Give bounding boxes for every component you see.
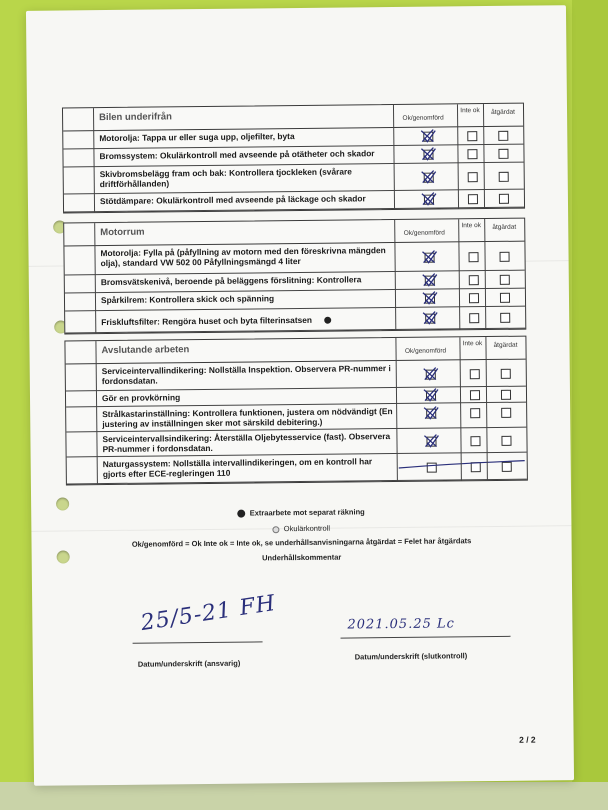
inte-ok-checkbox[interactable] [467, 149, 477, 159]
checklist-row [65, 307, 525, 334]
row-text: Strålkastarinställning: Kontrollera funktionen, justera om nödvändigt (En justering av inställningen sker mot särskild debitering.) [102, 406, 393, 430]
signature-label-right: Datum/underskrift (slutkontroll) [354, 651, 468, 662]
inte-ok-checkbox[interactable] [468, 172, 478, 182]
row-text: Bromssystem: Okulärkontroll med avseende på otätheter och skador [99, 148, 375, 162]
section-motorrum [63, 218, 526, 335]
inte-ok-checkbox[interactable] [469, 275, 479, 285]
checklist-row [67, 453, 527, 485]
signature-line-right [341, 636, 511, 639]
atgardat-checkbox[interactable] [501, 436, 511, 446]
row-text: Naturgassystem: Nollställa intervallindikeringen, om en kontroll har gjorts efter ECE-regleringen 110 [102, 456, 373, 480]
column-header-ok: Ok/genomförd [402, 114, 444, 122]
row-text: Spårkilrem: Kontrollera skick och spänning [100, 293, 275, 306]
background-bottom [0, 782, 608, 810]
check-mark-icon [418, 128, 438, 144]
check-mark-icon [421, 433, 441, 449]
legend-comment: Underhållskommentar [262, 552, 342, 563]
row-text: Serviceintervallindikering: Nollställa Inspektion. Observera PR-nummer i fordonsdatan. [101, 363, 391, 387]
section-title: Bilen underifrån [99, 111, 172, 124]
legend-okular [31, 521, 571, 536]
column-header-inte-ok: Inte ok [461, 222, 482, 230]
page-number: 2 / 2 [519, 734, 536, 745]
atgardat-checkbox[interactable] [501, 408, 511, 418]
signature-label-left: Datum/underskrift (ansvarig) [137, 658, 241, 669]
check-mark-icon [421, 405, 441, 421]
inte-ok-checkbox[interactable] [469, 313, 479, 323]
atgardat-checkbox[interactable] [499, 172, 509, 182]
column-header-ok: Ok/genomförd [404, 347, 447, 355]
check-mark-icon [420, 290, 440, 306]
paper-sheet [26, 5, 574, 786]
column-header-inte-ok: Inte ok [462, 340, 483, 348]
row-label: Friskluftsfilter: Rengöra huset och byta filterinsatsen [101, 314, 313, 328]
legend-extra-text: Extraarbete mot separat räkning [249, 507, 365, 518]
atgardat-checkbox[interactable] [498, 131, 508, 141]
legend-okular-text: Okulärkontroll [283, 523, 331, 534]
section-title: Motorrum [100, 226, 145, 239]
check-mark-icon [420, 310, 440, 326]
section-avslutande-arbeten [64, 336, 527, 486]
handwritten-signature-left: 25/5-21 FH [139, 590, 278, 637]
atgardat-checkbox[interactable] [500, 293, 510, 303]
inte-ok-checkbox[interactable] [470, 408, 480, 418]
check-mark-icon [418, 146, 438, 162]
atgardat-checkbox[interactable] [500, 275, 510, 285]
row-text: Serviceintervallsindikering: Återställa Oljebytesservice (fast). Observera PR-nummer i fordonsdatan. [102, 431, 391, 455]
row-text: Bromsvätskenivå, beroende på beläggens förslitning: Kontrollera [100, 274, 362, 288]
handwritten-signature-right: 2021.05.25 Lc [347, 616, 455, 633]
column-header-atgardat: åtgärdat [491, 108, 516, 116]
legend-extra [31, 505, 571, 520]
inte-ok-checkbox[interactable] [468, 194, 478, 204]
section-title: Avslutande arbeten [101, 344, 190, 357]
inte-ok-checkbox[interactable] [467, 131, 477, 141]
inte-ok-checkbox[interactable] [469, 293, 479, 303]
inte-ok-checkbox[interactable] [470, 369, 480, 379]
extra-work-dot-icon [238, 510, 246, 518]
visual-check-dot-icon [273, 526, 280, 533]
row-text: Motorolja: Tappa ur eller suga upp, oljefilter, byta [99, 131, 295, 144]
check-mark-icon [421, 366, 441, 382]
column-header-ok: Ok/genomförd [403, 229, 445, 237]
signature-line-left [133, 641, 263, 643]
atgardat-checkbox[interactable] [500, 313, 510, 323]
background-right [572, 0, 608, 782]
checklist-row [64, 190, 524, 213]
inte-ok-checkbox[interactable] [470, 436, 480, 446]
check-mark-icon [421, 387, 441, 403]
row-text [101, 314, 393, 327]
atgardat-checkbox[interactable] [500, 252, 510, 262]
section-bilen-underifran [62, 103, 525, 214]
check-mark-icon [419, 249, 439, 265]
column-header-atgardat: åtgärdat [493, 341, 518, 349]
legend-explanation: Ok/genomförd = Ok Inte ok = Inte ok, se underhållsanvisningarna åtgärdat = Felet har åtgärdats [131, 536, 472, 549]
row-text: Motorolja: Fylla på (påfyllning av motorn med den föreskrivna mängden olja), standard VW 502 00 Påfyllningsmängd 4 liter [100, 245, 386, 269]
atgardat-checkbox[interactable] [498, 149, 508, 159]
extra-work-dot-icon [324, 317, 331, 324]
check-mark-icon [419, 191, 439, 207]
column-header-atgardat: åtgärdat [492, 223, 517, 231]
row-text: Gör en provkörning [101, 392, 181, 404]
check-mark-icon [419, 169, 439, 185]
inte-ok-checkbox[interactable] [469, 252, 479, 262]
check-mark-icon [420, 272, 440, 288]
punch-hole [56, 497, 69, 510]
row-text: Skivbromsbelägg fram och bak: Kontrollera tjockleken (svårare driftförhållanden) [99, 166, 352, 190]
column-header-inte-ok: Inte ok [460, 107, 480, 115]
atgardat-checkbox[interactable] [501, 390, 511, 400]
atgardat-checkbox[interactable] [501, 369, 511, 379]
inte-ok-checkbox[interactable] [470, 390, 480, 400]
atgardat-checkbox[interactable] [499, 194, 509, 204]
row-text: Stötdämpare: Okulärkontroll med avseende på läckage och skador [99, 193, 366, 207]
